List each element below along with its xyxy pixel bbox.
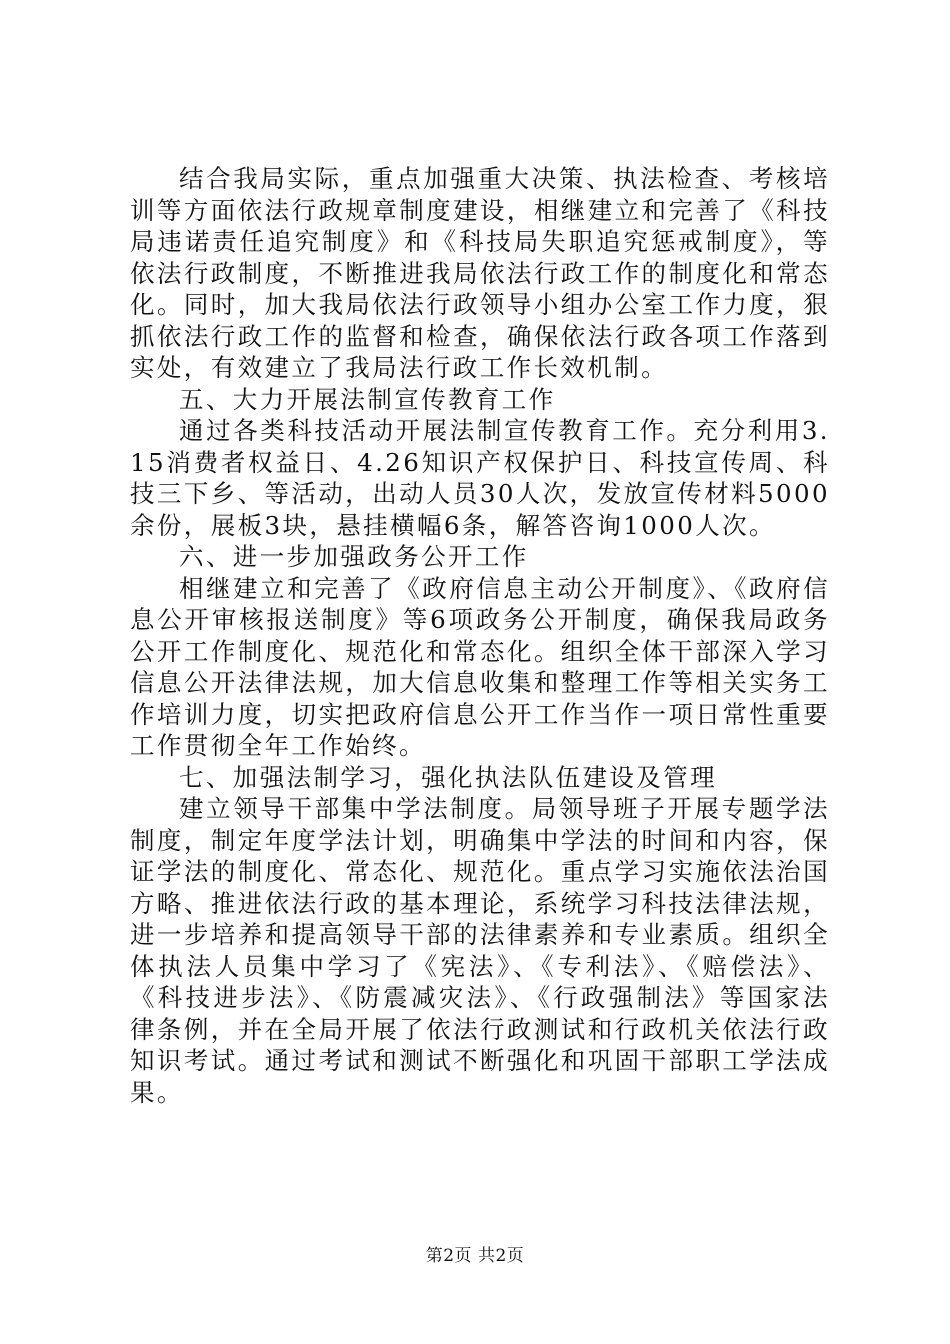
paragraph-legal-study: 建立领导干部集中学法制度。局领导班子开展专题学法制度，制定年度学法计划，明确集中学法的时间和内容，保证学法的制度化、常态化、规范化。重点学习实施依法治国方略、推进依法行政的基本理论，系统学习科技法律法规，进一步培养和提高领导干部的法律素养和专业素质。组织全体执法人员集中学习了《宪法》、《专利法》、《赔偿法》、《科技进步法》、《防震减灾法》、《行政强制法》等国家法律条例，并在全局开展了依法行政测试和行政机关依法行政知识考试。通过考试和测试不断强化和巩固干部职工学法成果。 bbox=[130, 794, 830, 1107]
document-body bbox=[130, 163, 830, 1108]
paragraph-rules-system: 结合我局实际，重点加强重大决策、执法检查、考核培训等方面依法行政规章制度建设，相继建立和完善了《科技局违诺责任追究制度》和《科技局失职追究惩戒制度》，等依法行政制度，不断推进我局依法行政工作的制度化和常态化。同时，加大我局依法行政领导小组办公室工作力度，狠抓依法行政工作的监督和检查，确保依法行政各项工作落到实处，有效建立了我局法行政工作长效机制。 bbox=[130, 164, 830, 382]
paragraph-transparency: 相继建立和完善了《政府信息主动公开制度》、《政府信息公开审核报送制度》等6项政务公开制度，确保我局政务公开工作制度化、规范化和常态化。组织全体干部深入学习信息公开法律法规，加大信息收集和整理工作等相关实务工作培训力度，切实把政府信息公开工作当作一项日常性重要工作贯彻全年工作始终。 bbox=[130, 573, 830, 760]
page-number-footer: 第2页 共2页 bbox=[425, 1246, 525, 1266]
section-heading-transparency: 六、进一步加强政务公开工作 bbox=[179, 542, 529, 571]
paragraph-publicity: 通过各类科技活动开展法制宣传教育工作。充分利用3.15消费者权益日、4.26知识产权保护日、科技宣传周、科技三下乡、等活动，出动人员30人次，发放宣传材料5000余份，展板3块，悬挂横幅6条，解答咨询1000人次。 bbox=[130, 416, 830, 540]
section-heading-publicity: 五、大力开展法制宣传教育工作 bbox=[179, 384, 556, 414]
section-heading-legal-study: 七、加强法制学习，强化执法队伍建设及管理 bbox=[179, 762, 717, 792]
